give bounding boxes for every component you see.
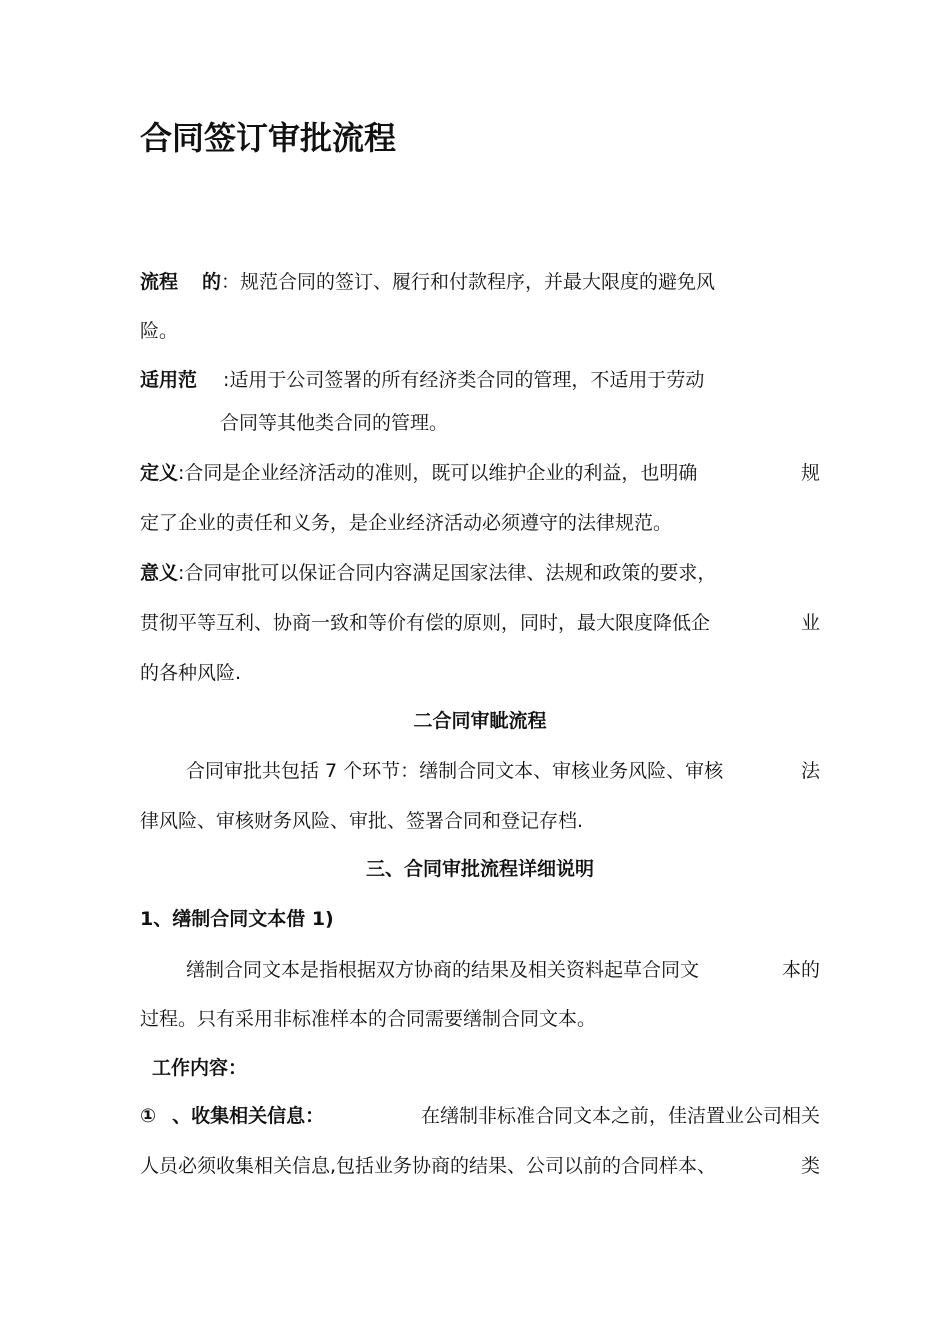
definition-text-1b: 规 bbox=[800, 462, 820, 484]
meaning-text-2b: 业 bbox=[800, 612, 820, 634]
subsection-1-text-1b: 本的 bbox=[781, 959, 820, 981]
section-2-heading: 二合同审眦流程 bbox=[413, 710, 547, 732]
scope-line-1 bbox=[140, 366, 704, 394]
definition-line-2: 定了企业的责任和义务，是企业经济活动必须遵守的法律规范。 bbox=[140, 512, 673, 534]
item-1-line-2 bbox=[140, 1152, 820, 1180]
meaning-line-1 bbox=[140, 559, 716, 587]
item-1-label: 、收集相关信息： bbox=[172, 1105, 325, 1127]
item-1-line-1 bbox=[140, 1102, 820, 1130]
meaning-text-1: :合同审批可以保证合同内容满足国家法律、法规和政策的要求， bbox=[178, 562, 717, 584]
work-content-label: 工作内容： bbox=[152, 1057, 248, 1079]
meaning-label: 意义 bbox=[140, 562, 179, 584]
item-1-text-1: 在缮制非标准合同文本之前，佳洁置业公司相关 bbox=[420, 1105, 820, 1127]
purpose-label-b: 的 bbox=[202, 271, 222, 293]
purpose-line-2: 险。 bbox=[140, 320, 179, 342]
scope-text-1: :适用于公司签署的所有经济类合同的管理，不适用于劳动 bbox=[223, 369, 705, 391]
purpose-text-1: ：规范合同的签订、履行和付款程序，并最大限度的避免风 bbox=[221, 271, 716, 293]
purpose-label-a: 流程 bbox=[140, 271, 179, 293]
meaning-line-2 bbox=[140, 609, 820, 637]
definition-text-1: :合同是企业经济活动的准则，既可以维护企业的利益，也明确 bbox=[178, 462, 698, 484]
scope-label: 适用范 bbox=[140, 369, 198, 391]
section-3-heading: 三、合同审批流程详细说明 bbox=[365, 858, 594, 880]
section-2-text-1b: 法 bbox=[800, 760, 820, 782]
section-2-line-2: 律风险、审核财务风险、审批、签署合同和登记存档. bbox=[140, 810, 584, 832]
section-2-line-1 bbox=[186, 757, 820, 785]
meaning-line-3: 的各种风险. bbox=[140, 662, 242, 684]
item-1-number: ① bbox=[140, 1105, 157, 1127]
document-title: 合同签订审批流程 bbox=[140, 119, 397, 157]
meaning-text-2a: 贯彻平等互利、协商一致和等价有偿的原则，同时，最大限度降低企 bbox=[140, 612, 711, 634]
subsection-1-line-2: 过程。只有采用非标准样本的合同需要缮制合同文本。 bbox=[140, 1008, 597, 1030]
subsection-1-text-1a: 缮制合同文本是指根据双方协商的结果及相关资料起草合同文 bbox=[186, 959, 700, 981]
definition-line-1 bbox=[140, 459, 820, 487]
item-1-text-2b: 类 bbox=[800, 1155, 820, 1177]
subsection-1-heading: 1、缮制合同文本借 1) bbox=[140, 908, 334, 930]
item-1-text-2a: 人员必须收集相关信息,包括业务协商的结果、公司以前的合同样本、 bbox=[140, 1155, 717, 1177]
definition-label: 定义 bbox=[140, 462, 179, 484]
purpose-line-1 bbox=[140, 268, 715, 296]
scope-line-2: 合同等其他类合同的管理。 bbox=[220, 412, 449, 434]
subsection-1-line-1 bbox=[186, 956, 820, 984]
section-2-text-1a: 合同审批共包括 7 个环节：缮制合同文本、审核业务风险、审核 bbox=[186, 760, 724, 782]
